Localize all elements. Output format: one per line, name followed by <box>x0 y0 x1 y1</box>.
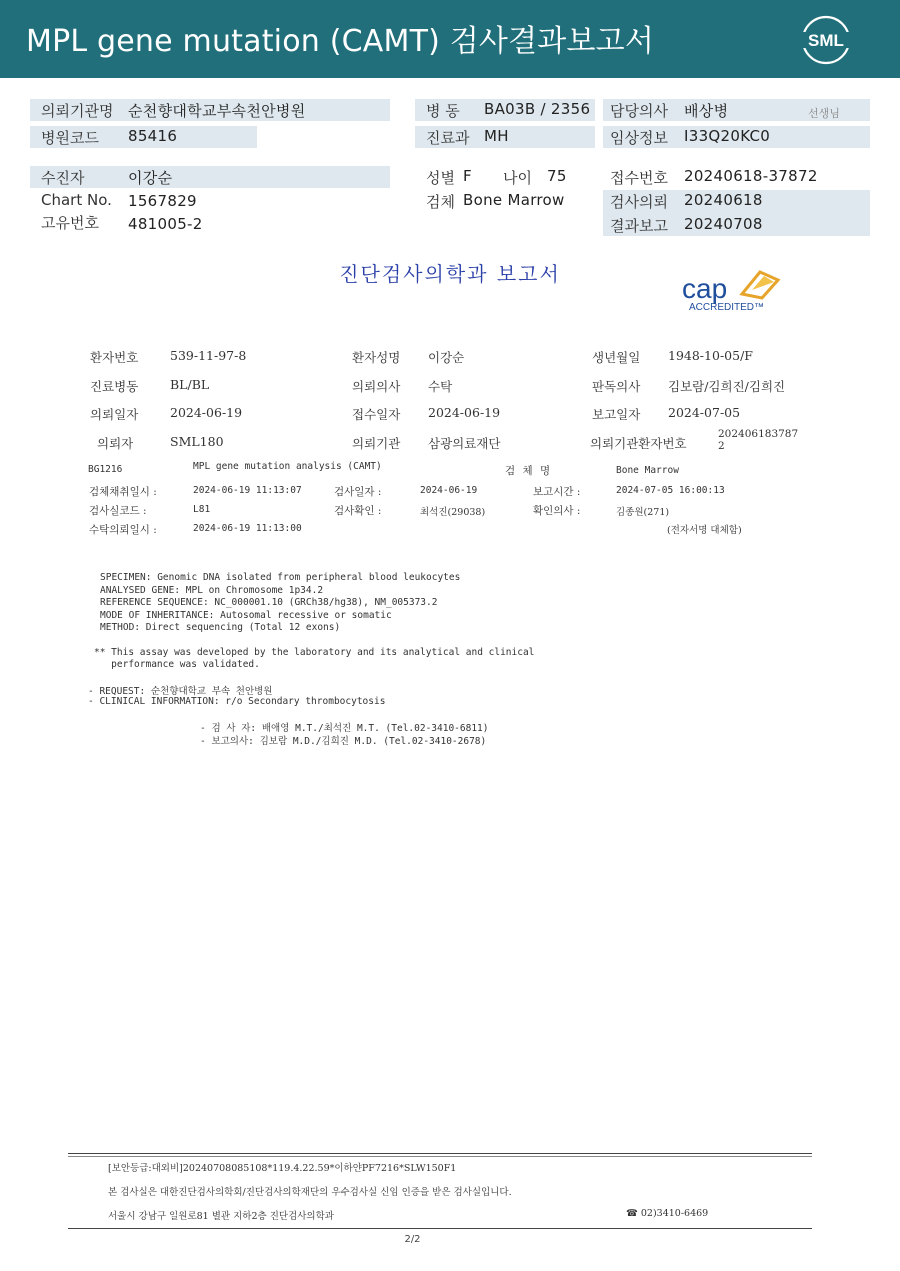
specimen-name-label: 검 체 명 <box>505 465 553 477</box>
staff-line: - 검 사 자: 배애영 M.T./최석진 M.T. (Tel.02-3410-6811) <box>200 723 489 734</box>
specimen-value: Bone Marrow <box>463 191 565 209</box>
report-cell: 삼광의료재단 <box>428 436 501 451</box>
request-line: - CLINICAL INFORMATION: r/o Secondary thrombocytosis <box>88 696 386 707</box>
report-cell: 이강순 <box>428 350 465 365</box>
note-line: ** This assay was developed by the laboratory and its analytical and clinical <box>94 647 535 658</box>
clinical-label: 임상정보 <box>610 129 668 147</box>
cap-accredited-logo <box>682 268 786 316</box>
certification-line: 본 검사실은 대한진단검사의학회/진단검사의학재단의 우수검사실 신임 인증을 받은 검사실입니다. <box>108 1187 512 1198</box>
report-time-label: 보고시간 : <box>533 486 581 498</box>
staff-line: - 보고의사: 김보람 M.D./김희진 M.D. (Tel.02-3410-2678) <box>200 736 487 747</box>
report-cell: BL/BL <box>170 377 210 392</box>
logo-text: SML <box>808 31 844 50</box>
footer-divider-bottom <box>68 1228 812 1229</box>
sex-label: 성별 <box>426 169 455 187</box>
report-cell: 의뢰기관환자번호 <box>590 436 687 451</box>
report-cell: 2024-07-05 <box>668 405 741 420</box>
patient-label: 수진자 <box>41 169 85 187</box>
report-cell: 판독의사 <box>592 379 641 394</box>
chart-label: Chart No. <box>41 191 112 209</box>
page-number: 2/2 <box>404 1234 421 1245</box>
report-cell: 접수일자 <box>352 407 401 422</box>
report-cell: 진료병동 <box>90 379 139 394</box>
footer-divider-top <box>68 1153 812 1154</box>
dept-value: MH <box>484 127 509 145</box>
report-cell: 의뢰일자 <box>90 407 139 422</box>
exam-date-value: 2024-06-19 <box>420 485 478 496</box>
report-cell: 539-11-97-8 <box>170 348 247 363</box>
report-cell: 환자성명 <box>352 350 401 365</box>
report-cell: 의뢰자 <box>97 436 134 451</box>
contract-label: 수탁의뢰일시 : <box>89 524 157 536</box>
clinical-value: I33Q20KC0 <box>684 127 771 145</box>
report-cell: 김보람/김희진/김희진 <box>668 379 786 394</box>
receipt-value: 20240618-37872 <box>684 167 818 185</box>
age-label: 나이 <box>503 169 532 187</box>
request-date-label: 검사의뢰 <box>610 193 668 211</box>
confirm-label: 검사확인 : <box>334 505 382 517</box>
report-cell: 2024-06-19 <box>170 405 243 420</box>
specimen-name: Bone Marrow <box>616 465 679 476</box>
receipt-label: 접수번호 <box>610 169 668 187</box>
report-cell: 환자번호 <box>90 350 139 365</box>
result-date-label: 결과보고 <box>610 217 668 235</box>
body-line: SPECIMEN: Genomic DNA isolated from peripheral blood leukocytes <box>100 572 461 583</box>
test-name: MPL gene mutation analysis (CAMT) <box>193 461 382 472</box>
doctor-value: 배상병 <box>684 102 729 120</box>
unique-label: 고유번호 <box>41 214 99 232</box>
sex-value: F <box>463 167 472 185</box>
test-code: BG1216 <box>88 464 123 475</box>
confirm-doctor-label: 확인의사 : <box>533 505 581 517</box>
collect-label: 검체채취일시 : <box>89 486 157 498</box>
body-line: METHOD: Direct sequencing (Total 12 exons) <box>100 622 341 633</box>
request-line: - REQUEST: 순천향대학교 부속 천안병원 <box>88 686 273 697</box>
doctor-suffix: 선생님 <box>808 107 840 120</box>
page-title: MPL gene mutation (CAMT) 검사결과보고서 <box>26 24 654 59</box>
doctor-label: 담당의사 <box>610 102 668 120</box>
institution-value: 순천향대학교부속천안병원 <box>128 102 306 120</box>
report-cell: 202406183787 2 <box>718 428 799 452</box>
ward-label: 병 동 <box>426 102 460 120</box>
body-line: MODE OF INHERITANCE: Autosomal recessive or somatic <box>100 610 392 621</box>
confirm-doctor-value: 김종원(271) <box>616 507 670 518</box>
report-cell: 의뢰기관 <box>352 436 401 451</box>
sml-logo <box>800 14 852 66</box>
ward-value: BA03B / 2356 <box>484 100 591 118</box>
result-date-value: 20240708 <box>684 215 763 233</box>
hospital-code-value: 85416 <box>128 127 178 145</box>
signature-note: (전자서명 대체함) <box>667 525 742 536</box>
report-cell: 보고일자 <box>592 407 641 422</box>
confirm-value: 최석진(29038) <box>420 507 486 518</box>
report-time-value: 2024-07-05 16:00:13 <box>616 485 725 496</box>
report-cell: 의뢰의사 <box>352 379 401 394</box>
footer-divider-top2 <box>68 1156 812 1157</box>
body-line: REFERENCE SEQUENCE: NC_000001.10 (GRCh38/hg38), NM_005373.2 <box>100 597 438 608</box>
dept-label: 진료과 <box>426 129 470 147</box>
report-cell: 생년월일 <box>592 350 641 365</box>
patient-value: 이강순 <box>128 169 173 187</box>
cap-subtext: ACCREDITED™ <box>689 302 765 313</box>
age-value: 75 <box>547 167 567 185</box>
institution-label: 의뢰기관명 <box>41 102 114 120</box>
contract-value: 2024-06-19 11:13:00 <box>193 523 302 534</box>
report-heading: 진단검사의학과 보고서 <box>339 262 561 286</box>
phone-line: ☎ 02)3410-6469 <box>626 1208 709 1219</box>
specimen-label: 검체 <box>426 193 455 211</box>
report-cell: 2024-06-19 <box>428 405 501 420</box>
security-line: [보안등급:대외비]20240708085108*119.4.22.59*이하얀PF7216*SLW150F1 <box>108 1163 457 1174</box>
address-line: 서울시 강남구 일원로81 별관 지하2층 진단검사의학과 <box>108 1211 334 1222</box>
hospital-code-label: 병원코드 <box>41 129 99 147</box>
unique-value: 481005-2 <box>128 215 203 233</box>
lab-code-label: 검사실코드 : <box>89 505 147 517</box>
chart-value: 1567829 <box>128 192 197 210</box>
report-cell: 수탁 <box>428 379 453 394</box>
cap-text: cap <box>682 273 728 304</box>
report-cell: 1948-10-05/F <box>668 348 753 363</box>
lab-code-value: L81 <box>193 504 211 515</box>
request-date-value: 20240618 <box>684 191 763 209</box>
exam-date-label: 검사일자 : <box>334 486 382 498</box>
collect-value: 2024-06-19 11:13:07 <box>193 485 302 496</box>
body-line: ANALYSED GENE: MPL on Chromosome 1p34.2 <box>100 585 324 596</box>
note-line: performance was validated. <box>94 659 260 670</box>
report-cell: SML180 <box>170 434 224 449</box>
